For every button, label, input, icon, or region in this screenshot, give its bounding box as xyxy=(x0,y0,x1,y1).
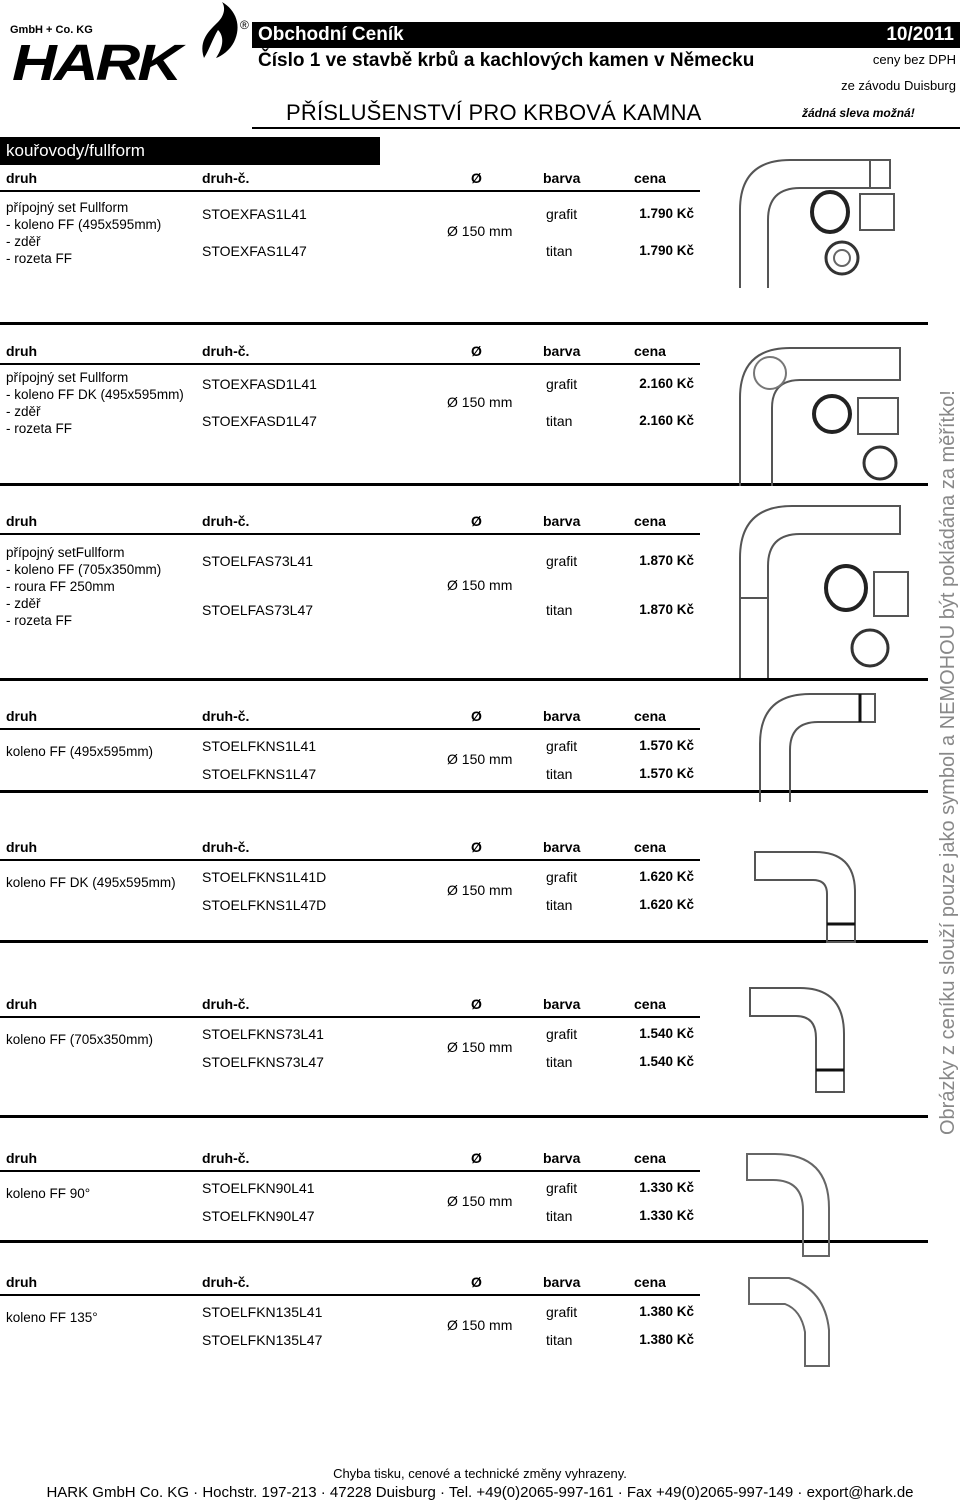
column-type: druh xyxy=(6,708,38,724)
column-color: barva xyxy=(543,1150,581,1166)
product-code: STOELFAS73L47 xyxy=(202,602,314,618)
registered-mark: ® xyxy=(240,18,249,32)
product-color: titan xyxy=(546,1332,573,1348)
product-price: 1.330 Kč xyxy=(639,1208,694,1223)
product-image-elbow-1 xyxy=(740,684,880,804)
column-price: cena xyxy=(634,343,666,359)
product-code: STOEXFAS1L41 xyxy=(202,206,307,222)
description-line: koleno FF (705x350mm) xyxy=(6,1032,154,1047)
column-code: druh-č. xyxy=(202,996,250,1012)
description-line: - koleno FF (705x350mm) xyxy=(6,562,162,577)
logo-company-text: GmbH + Co. KG xyxy=(10,24,93,36)
column-header-row xyxy=(0,343,700,365)
column-diameter: Ø xyxy=(471,839,482,855)
product-color: grafit xyxy=(546,553,578,569)
product-color: titan xyxy=(546,1208,573,1224)
column-color: barva xyxy=(543,513,581,529)
product-price: 1.570 Kč xyxy=(639,766,694,781)
origin-note: ze závodu Duisburg xyxy=(841,78,956,93)
product-color: titan xyxy=(546,1054,573,1070)
issue-date: 10/2011 xyxy=(886,24,954,45)
column-color: barva xyxy=(543,996,581,1012)
description-line: koleno FF (495x595mm) xyxy=(6,744,154,759)
diameter-value: Ø 150 mm xyxy=(447,1039,513,1055)
product-code: STOELFKNS1L47 xyxy=(202,766,317,782)
description-line: - koleno FF DK (495x595mm) xyxy=(6,387,184,402)
product-price: 1.870 Kč xyxy=(639,553,694,568)
column-price: cena xyxy=(634,170,666,186)
product-image-elbow-2 xyxy=(745,812,875,947)
column-diameter: Ø xyxy=(471,170,482,186)
product-price: 2.160 Kč xyxy=(639,413,694,428)
product-color: grafit xyxy=(546,376,578,392)
diameter-value: Ø 150 mm xyxy=(447,223,513,239)
product-price: 1.380 Kč xyxy=(639,1304,694,1319)
column-color: barva xyxy=(543,170,581,186)
product-price: 1.790 Kč xyxy=(639,243,694,258)
product-image-set-2 xyxy=(720,318,920,488)
description-line: přípojný setFullform xyxy=(6,545,125,560)
column-diameter: Ø xyxy=(471,996,482,1012)
column-color: barva xyxy=(543,839,581,855)
product-code: STOELFKNS73L47 xyxy=(202,1054,324,1070)
product-color: titan xyxy=(546,413,573,429)
product-description xyxy=(6,1031,153,1048)
description-line: přípojný set Fullform xyxy=(6,370,129,385)
product-code: STOELFKNS1L41 xyxy=(202,738,317,754)
diameter-value: Ø 150 mm xyxy=(447,394,513,410)
hark-logo: HARK xyxy=(12,34,180,92)
column-price: cena xyxy=(634,839,666,855)
page-subtitle: Číslo 1 ve stavbě krbů a kachlových kamen v Německu xyxy=(258,50,755,71)
product-code: STOELFKNS1L47D xyxy=(202,897,327,913)
column-diameter: Ø xyxy=(471,513,482,529)
product-image-elbow-3 xyxy=(740,958,870,1098)
column-diameter: Ø xyxy=(471,708,482,724)
column-diameter: Ø xyxy=(471,1150,482,1166)
title-bar xyxy=(252,22,960,48)
column-code: druh-č. xyxy=(202,1150,250,1166)
product-image-set-1 xyxy=(720,140,920,290)
product-color: titan xyxy=(546,243,573,259)
footer-disclaimer: Chyba tisku, cenové a technické změny vyhrazeny. xyxy=(333,1466,627,1481)
product-price: 1.540 Kč xyxy=(639,1026,694,1041)
prices-note: ceny bez DPH xyxy=(872,52,956,67)
product-color: titan xyxy=(546,897,573,913)
product-price: 1.570 Kč xyxy=(639,738,694,753)
category-title: kouřovody/fullform xyxy=(6,141,145,160)
product-price: 1.870 Kč xyxy=(639,602,694,617)
diameter-value: Ø 150 mm xyxy=(447,577,513,593)
product-code: STOELFKN135L47 xyxy=(202,1332,323,1348)
product-code: STOELFKNS1L41D xyxy=(202,869,327,885)
column-header-row xyxy=(0,839,700,861)
description-line: - zděř xyxy=(6,596,41,611)
product-description xyxy=(6,874,176,891)
description-line: koleno FF 90° xyxy=(6,1186,91,1201)
column-header-row xyxy=(0,513,700,535)
column-price: cena xyxy=(634,1150,666,1166)
description-line: koleno FF 135° xyxy=(6,1310,98,1325)
page-title: Obchodní Ceník xyxy=(258,24,404,45)
product-price: 1.790 Kč xyxy=(639,206,694,221)
product-code: STOELFKNS73L41 xyxy=(202,1026,324,1042)
column-type: druh xyxy=(6,1274,38,1290)
diameter-value: Ø 150 mm xyxy=(447,751,513,767)
product-price: 1.330 Kč xyxy=(639,1180,694,1195)
column-header-row xyxy=(0,1150,700,1172)
product-code: STOEXFASD1L47 xyxy=(202,413,317,429)
side-disclaimer: Obrázky z ceníku slouží pouze jako symbol a NEMOHOU být pokládána za měřítko! xyxy=(937,390,959,1135)
diameter-value: Ø 150 mm xyxy=(447,1193,513,1209)
product-description xyxy=(6,1185,90,1202)
product-color: grafit xyxy=(546,1180,578,1196)
discount-note: žádná sleva možná! xyxy=(802,106,915,120)
column-diameter: Ø xyxy=(471,1274,482,1290)
footer-address: HARK GmbH Co. KG · Hochstr. 197-213 · 47228 Duisburg · Tel. +49(0)2065-997-161 · Fax +49(0)2065-997-149 · export@hark.de xyxy=(46,1484,914,1501)
product-description xyxy=(6,199,161,267)
product-code: STOELFKN90L41 xyxy=(202,1180,315,1196)
product-color: grafit xyxy=(546,206,578,222)
column-price: cena xyxy=(634,513,666,529)
column-header-row xyxy=(0,708,700,730)
description-line: - rozeta FF xyxy=(6,421,73,436)
product-description xyxy=(6,1309,98,1326)
column-color: barva xyxy=(543,708,581,724)
flame-icon xyxy=(196,0,246,60)
column-type: druh xyxy=(6,170,38,186)
product-image-set-3 xyxy=(720,488,920,688)
description-line: - zděř xyxy=(6,404,41,419)
description-line: - koleno FF (495x595mm) xyxy=(6,217,162,232)
product-color: grafit xyxy=(546,1026,578,1042)
column-price: cena xyxy=(634,1274,666,1290)
product-code: STOEXFAS1L47 xyxy=(202,243,307,259)
column-type: druh xyxy=(6,996,38,1012)
description-line: - zděř xyxy=(6,234,41,249)
category-bar xyxy=(0,137,380,165)
product-price: 2.160 Kč xyxy=(639,376,694,391)
column-code: druh-č. xyxy=(202,839,250,855)
column-type: druh xyxy=(6,513,38,529)
product-image-elbow-135 xyxy=(745,1270,835,1370)
diameter-value: Ø 150 mm xyxy=(447,882,513,898)
product-color: titan xyxy=(546,602,573,618)
product-code: STOELFKN135L41 xyxy=(202,1304,323,1320)
block-separator xyxy=(0,1115,928,1118)
header-divider xyxy=(252,127,960,129)
column-type: druh xyxy=(6,343,38,359)
column-code: druh-č. xyxy=(202,708,250,724)
product-code: STOELFKN90L47 xyxy=(202,1208,315,1224)
description-line: - rozeta FF xyxy=(6,251,73,266)
column-code: druh-č. xyxy=(202,513,250,529)
column-price: cena xyxy=(634,708,666,724)
column-code: druh-č. xyxy=(202,1274,250,1290)
column-type: druh xyxy=(6,839,38,855)
product-description xyxy=(6,544,161,629)
description-line: - rozeta FF xyxy=(6,613,73,628)
description-line: koleno FF DK (495x595mm) xyxy=(6,875,176,890)
diameter-value: Ø 150 mm xyxy=(447,1317,513,1333)
product-color: grafit xyxy=(546,869,578,885)
product-price: 1.620 Kč xyxy=(639,869,694,884)
product-color: titan xyxy=(546,766,573,782)
description-line: přípojný set Fullform xyxy=(6,200,129,215)
column-header-row xyxy=(0,996,700,1018)
column-color: barva xyxy=(543,343,581,359)
description-line: - roura FF 250mm xyxy=(6,579,115,594)
column-color: barva xyxy=(543,1274,581,1290)
section-title: PŘÍSLUŠENSTVÍ PRO KRBOVÁ KAMNA xyxy=(286,100,702,125)
column-header-row xyxy=(0,1274,700,1296)
column-code: druh-č. xyxy=(202,170,250,186)
product-code: STOEXFASD1L41 xyxy=(202,376,317,392)
column-diameter: Ø xyxy=(471,343,482,359)
column-type: druh xyxy=(6,1150,38,1166)
product-price: 1.620 Kč xyxy=(639,897,694,912)
column-code: druh-č. xyxy=(202,343,250,359)
product-description xyxy=(6,743,153,760)
product-code: STOELFAS73L41 xyxy=(202,553,314,569)
product-price: 1.380 Kč xyxy=(639,1332,694,1347)
product-price: 1.540 Kč xyxy=(639,1054,694,1069)
product-color: grafit xyxy=(546,738,578,754)
product-image-elbow-90 xyxy=(745,1148,835,1258)
column-price: cena xyxy=(634,996,666,1012)
product-description xyxy=(6,369,184,437)
column-header-row xyxy=(0,170,700,192)
product-color: grafit xyxy=(546,1304,578,1320)
